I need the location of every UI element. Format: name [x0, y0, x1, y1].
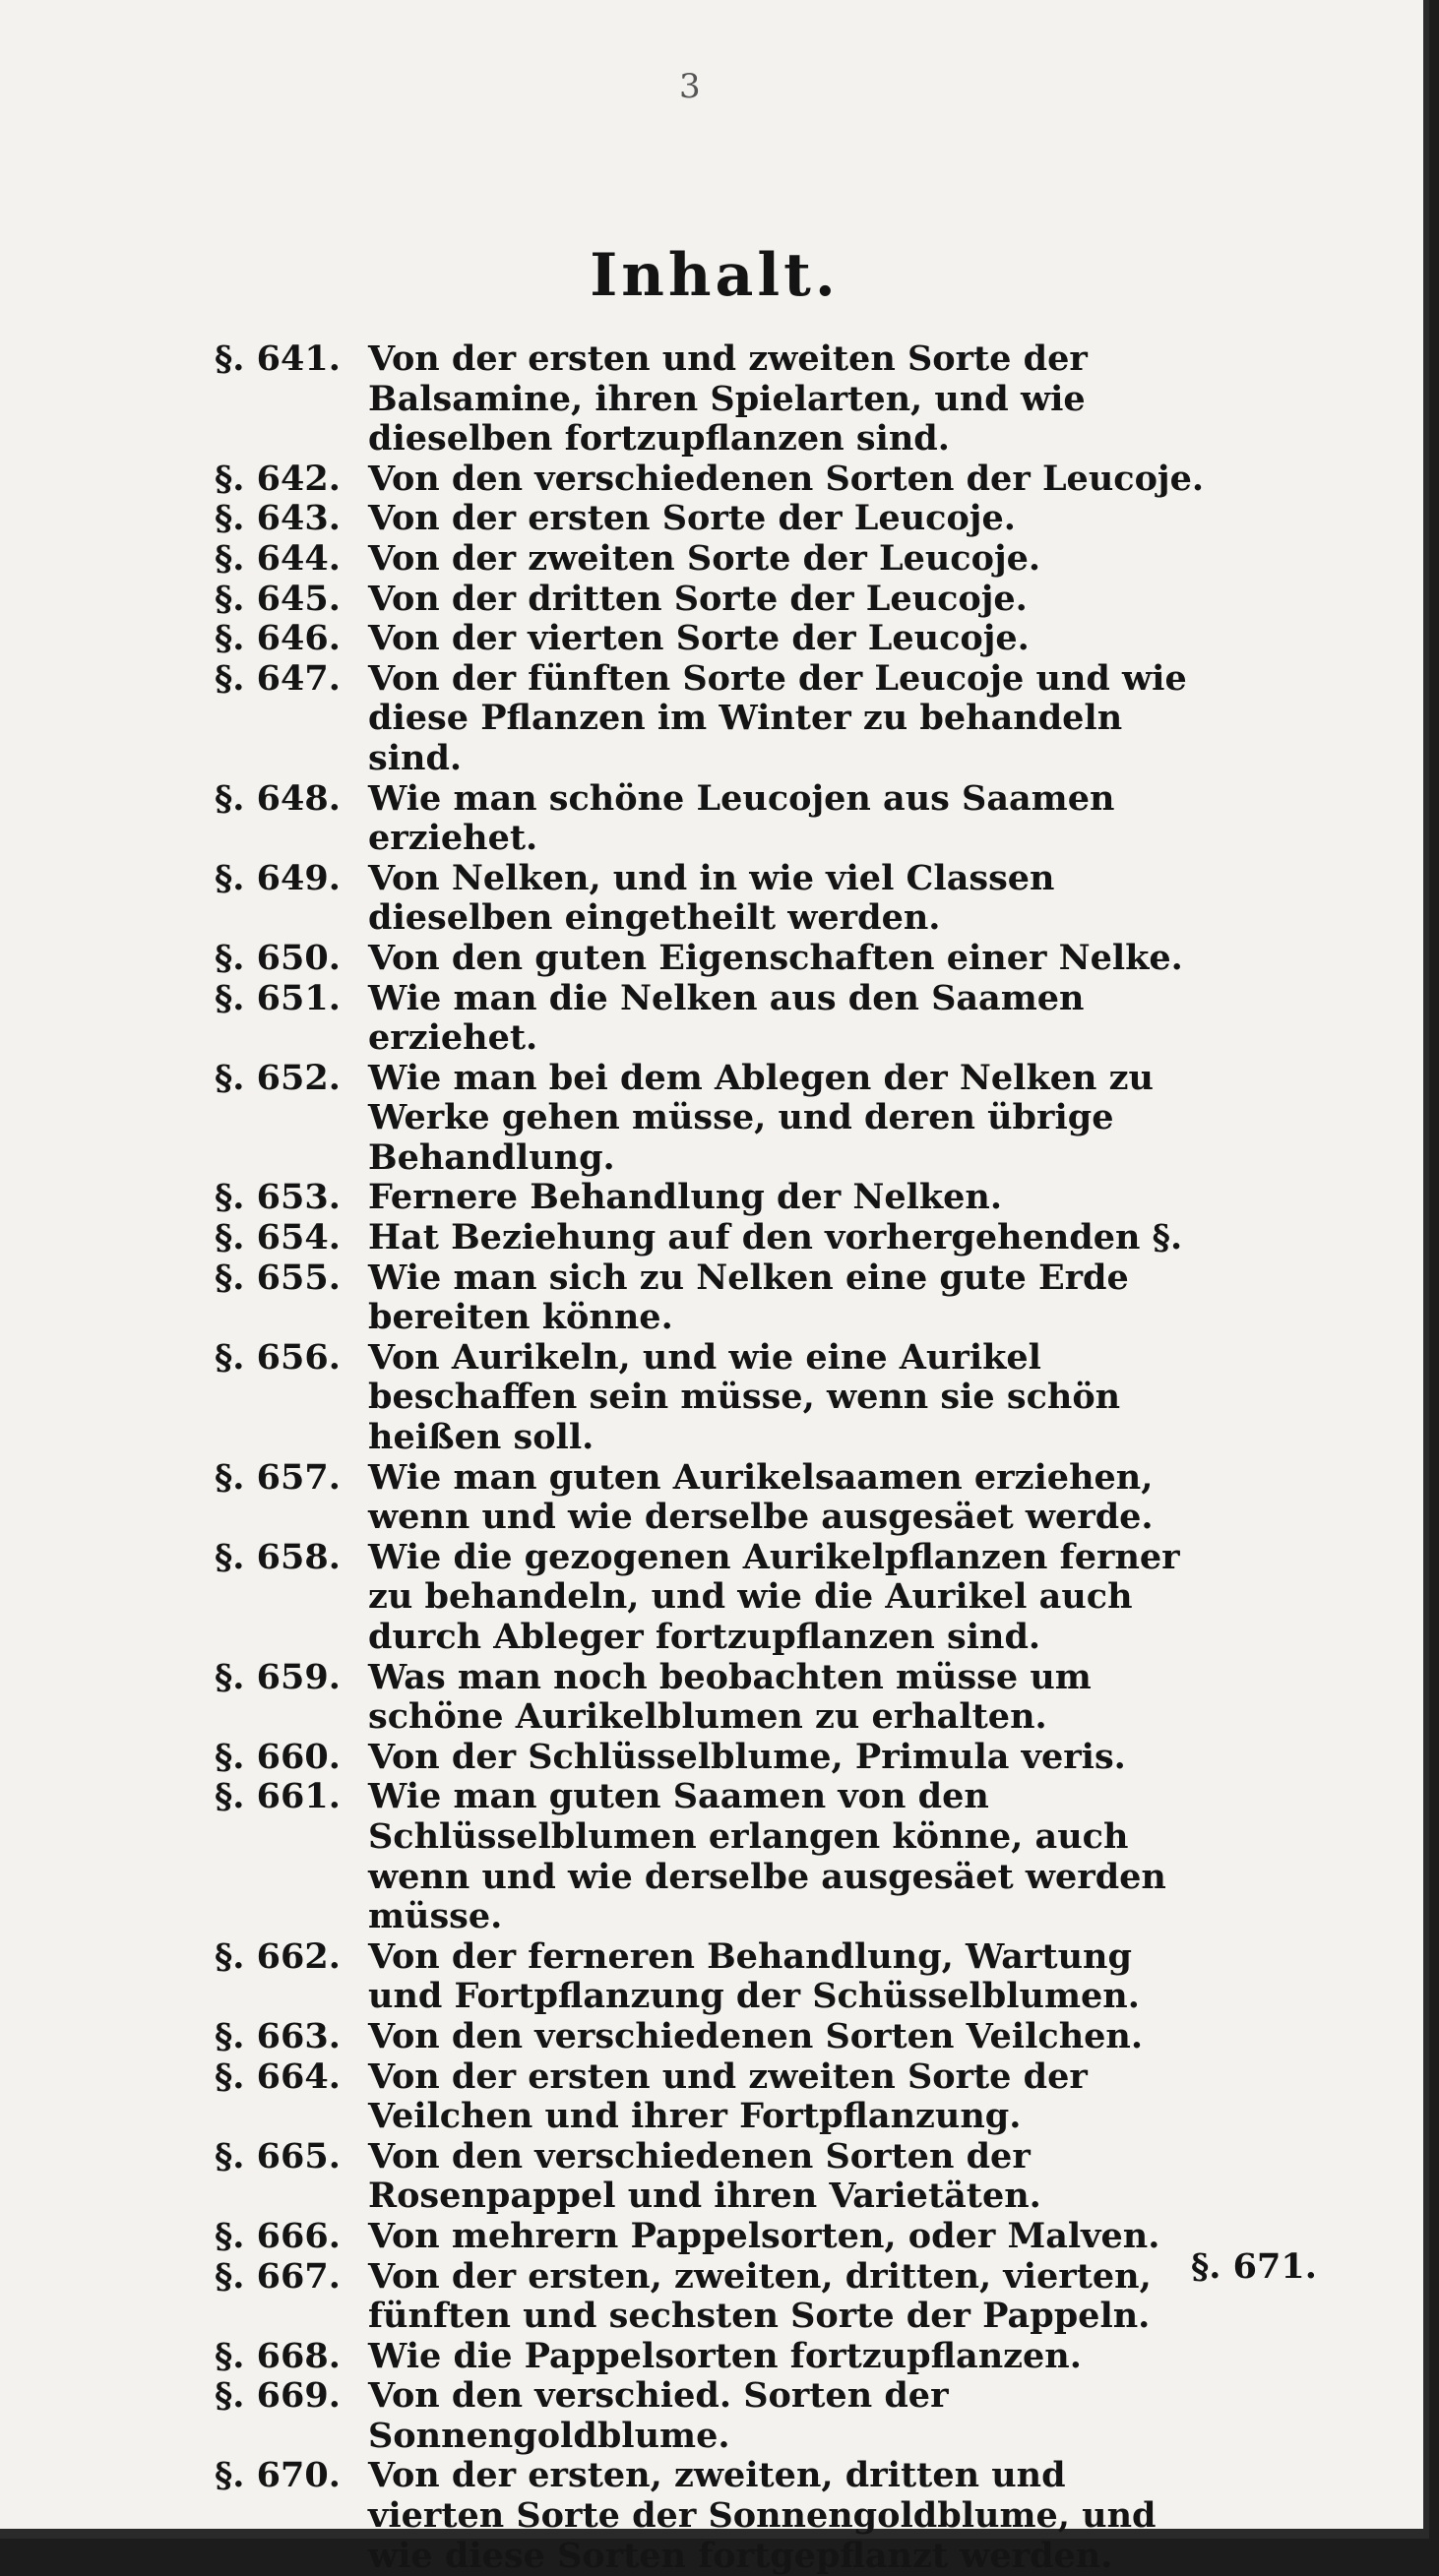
section-number: §. 643. — [215, 498, 341, 539]
section-title: Von der fünften Sorte der Leucoje und wie diese Pflanzen im Winter zu behandeln sind. — [368, 657, 1187, 778]
section-title: Wie man sich zu Nelken eine gute Erde bereiten könne. — [368, 1257, 1129, 1338]
section-number: §. 652. — [215, 1057, 341, 1098]
section-number: §. 669. — [215, 2375, 341, 2417]
section-title: Von der Schlüsselblume, Primula veris. — [368, 1736, 1126, 1777]
toc-entry — [215, 1777, 1209, 1936]
catchword: §. 671. — [1191, 2246, 1317, 2287]
toc-entry — [215, 939, 1209, 979]
table-of-contents — [215, 339, 1209, 2576]
section-title: Von der zweiten Sorte der Leucoje. — [368, 537, 1041, 579]
section-number: §. 668. — [215, 2335, 341, 2376]
page-number: 3 — [679, 67, 701, 106]
section-number: §. 666. — [215, 2215, 341, 2256]
toc-entry — [215, 1658, 1209, 1738]
toc-entry — [215, 580, 1209, 620]
toc-entry — [215, 2337, 1209, 2377]
toc-entry — [215, 2137, 1209, 2217]
section-title: Wie die gezogenen Aurikelpflanzen ferner zu behandeln, und wie die Aurikel auch durch Ableger fortzupflanzen sind. — [368, 1536, 1180, 1657]
section-title: Von der ersten und zweiten Sorte der Balsamine, ihren Spielarten, und wie dieselben fortzupflanzen sind. — [368, 338, 1088, 460]
section-number: §. 655. — [215, 1257, 341, 1298]
section-title: Von den verschiedenen Sorten Veilchen. — [368, 2015, 1144, 2056]
toc-entry — [215, 2257, 1209, 2337]
section-title: Wie man bei dem Ablegen der Nelken zu Werke gehen müsse, und deren übrige Behandlung. — [368, 1057, 1154, 1178]
section-number: §. 658. — [215, 1536, 341, 1577]
section-title: Von der ersten, zweiten, dritten und vierten Sorte der Sonnengoldblume, und wie diese Sorten fortgepflanzt werden. — [368, 2455, 1157, 2576]
section-title: Von Aurikeln, und wie eine Aurikel beschaffen sein müsse, wenn sie schön heißen soll. — [368, 1336, 1121, 1458]
section-title: Von der ersten und zweiten Sorte der Veilchen und ihrer Fortpflanzung. — [368, 2055, 1088, 2137]
section-title: Von den guten Eigenschaften einer Nelke. — [368, 937, 1183, 978]
section-number: §. 667. — [215, 2255, 341, 2297]
section-title: Wie die Pappelsorten fortzupflanzen. — [368, 2335, 1082, 2376]
section-number: §. 646. — [215, 618, 341, 659]
section-number: §. 641. — [215, 338, 341, 379]
section-title: Fernere Behandlung der Nelken. — [368, 1177, 1003, 1218]
toc-entry — [215, 2057, 1209, 2137]
toc-entry — [215, 460, 1209, 500]
section-title: Von der ersten Sorte der Leucoje. — [368, 498, 1016, 539]
section-title: Hat Beziehung auf den vorhergehenden §. — [368, 1217, 1183, 1258]
section-number: §. 657. — [215, 1456, 341, 1498]
toc-entry — [215, 1338, 1209, 1458]
section-number: §. 662. — [215, 1935, 341, 1977]
section-number: §. 659. — [215, 1656, 341, 1697]
section-number: §. 670. — [215, 2455, 341, 2496]
toc-entry — [215, 1178, 1209, 1218]
toc-entry — [215, 979, 1209, 1059]
section-number: §. 642. — [215, 458, 341, 499]
section-number: §. 644. — [215, 537, 341, 579]
section-title: Von der ersten, zweiten, dritten, vierten, fünften und sechsten Sorte der Pappeln. — [368, 2255, 1152, 2337]
toc-entry — [215, 2456, 1209, 2576]
section-number: §. 647. — [215, 657, 341, 699]
section-number: §. 665. — [215, 2135, 341, 2177]
toc-entry — [215, 2017, 1209, 2057]
section-title: Von den verschiedenen Sorten der Leucoje. — [368, 458, 1205, 499]
toc-entry — [215, 1538, 1209, 1658]
page-title: Inhalt. — [590, 241, 840, 310]
toc-entry — [215, 779, 1209, 859]
section-title: Von Nelken, und in wie viel Classen dieselben eingetheilt werden. — [368, 857, 1055, 939]
section-number: §. 661. — [215, 1776, 341, 1817]
section-title: Von mehrern Pappelsorten, oder Malven. — [368, 2215, 1160, 2256]
toc-entry — [215, 1258, 1209, 1338]
section-number: §. 648. — [215, 777, 341, 819]
section-title: Was man noch beobachten müsse um schöne Aurikelblumen zu erhalten. — [368, 1656, 1092, 1738]
section-title: Von den verschied. Sorten der Sonnengoldblume. — [368, 2375, 949, 2456]
section-number: §. 663. — [215, 2015, 341, 2056]
toc-entry — [215, 1458, 1209, 1538]
section-number: §. 651. — [215, 977, 341, 1018]
section-number: §. 656. — [215, 1336, 341, 1378]
section-title: Von der vierten Sorte der Leucoje. — [368, 618, 1030, 659]
section-title: Wie man schöne Leucojen aus Saamen erziehet. — [368, 777, 1115, 859]
section-title: Von der dritten Sorte der Leucoje. — [368, 578, 1028, 619]
toc-entry — [215, 659, 1209, 779]
toc-entry — [215, 2217, 1209, 2257]
toc-entry — [215, 499, 1209, 539]
toc-entry — [215, 1218, 1209, 1258]
section-number: §. 653. — [215, 1177, 341, 1218]
section-number: §. 650. — [215, 937, 341, 978]
section-number: §. 649. — [215, 857, 341, 898]
toc-entry — [215, 339, 1209, 460]
section-title: Wie man guten Aurikelsaamen erziehen, wenn und wie derselbe ausgesäet werde. — [368, 1456, 1154, 1538]
section-number: §. 660. — [215, 1736, 341, 1777]
section-number: §. 654. — [215, 1217, 341, 1258]
section-number: §. 664. — [215, 2055, 341, 2097]
toc-entry — [215, 2376, 1209, 2456]
section-title: Wie man die Nelken aus den Saamen erziehet. — [368, 977, 1085, 1059]
toc-entry — [215, 1937, 1209, 2017]
toc-entry — [215, 619, 1209, 659]
section-title: Von den verschiedenen Sorten der Rosenpappel und ihren Varietäten. — [368, 2135, 1041, 2217]
toc-entry — [215, 1059, 1209, 1179]
section-title: Wie man guten Saamen von den Schlüsselblumen erlangen könne, auch wenn und wie derselbe ausgesäet werden müsse. — [368, 1776, 1166, 1937]
section-title: Von der ferneren Behandlung, Wartung und Fortpflanzung der Schüsselblumen. — [368, 1935, 1140, 2017]
toc-entry — [215, 859, 1209, 939]
toc-entry — [215, 1738, 1209, 1778]
section-number: §. 645. — [215, 578, 341, 619]
toc-entry — [215, 539, 1209, 580]
